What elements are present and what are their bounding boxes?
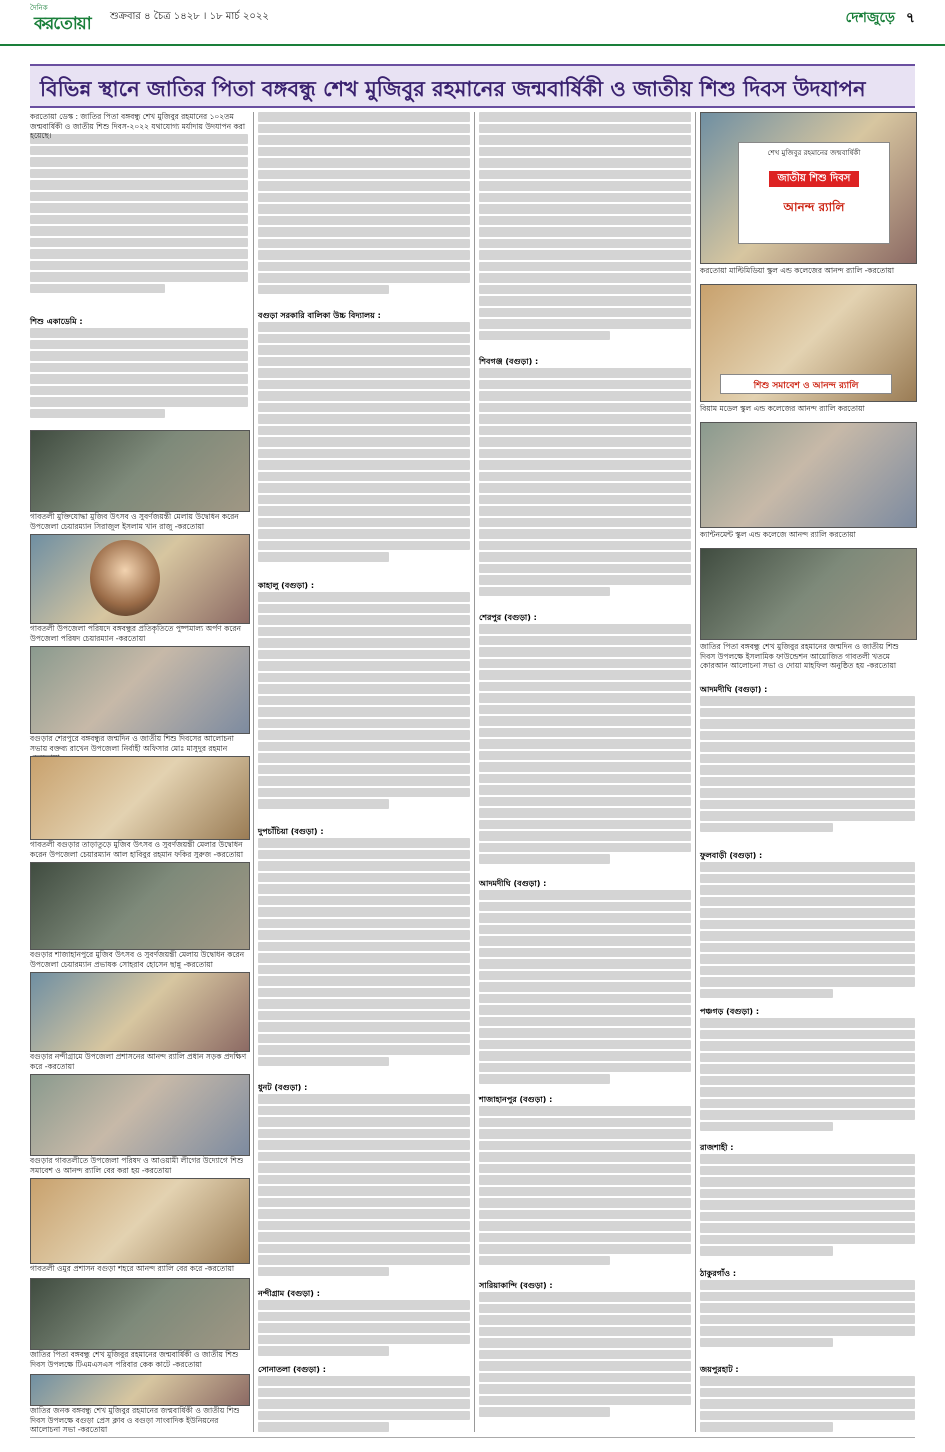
subhead: ধুনট (বগুড়া) : [258,1083,308,1092]
photo-caption: গাবতলী ওমুর প্রশাসন বগুড়া শহরে আনন্দ র‌্যালি বের করে -করতোয়া [30,1264,235,1273]
photo-caption: জাতির জনক বঙ্গবন্ধু শেখ মুজিবুর রহমানের জন্মবার্ষিকী ও জাতীয় শিশু দিবস উপলক্ষে বগুড়া প্রেস ক্লাব ও বগুড়া সাংবাদিক ইউনিয়নের আলোচনা সভা -করতোয়া [30,1406,240,1434]
news-photo [30,756,250,840]
column-divider [474,112,475,1432]
article-text [479,1106,691,1276]
subhead: নন্দীগ্রাম (বগুড়া) : [258,1289,320,1298]
subhead: সোনাতলা (বগুড়া) : [258,1365,326,1374]
subhead: পঞ্চগড় (বগুড়া) : [700,1007,760,1016]
photo-caption: গাবতলী মুক্তিযোদ্ধা মুজিব উৎসব ও সুবর্ণজয়ন্তী মেলায় উদ্বোধন করেন উপজেলা চেয়ারম্যান সিরাজুল ইসলাম খান রাজু -করতোয়া [30,512,239,531]
article-text [479,890,691,1090]
article-text [258,1376,470,1432]
subhead: ঠাকুরগাঁও : [700,1269,737,1278]
masthead [0,0,945,46]
column-divider [253,112,254,1432]
subhead: কাহালু (বগুড়া) : [258,581,315,590]
subhead: ফুলবাড়ী (বগুড়া) : [700,851,763,860]
news-photo [30,430,250,512]
photo-caption: বগুড়ার শেরপুরে বঙ্গবন্ধুর জন্মদিন ও জাতীয় শিশু দিবসের আলোচনা সভায় বক্তব্য রাখেন উপজেলা নির্বাহী অফিসার মোঃ মাসুদুর রহমান [30,734,234,753]
subhead: শেরপুর (বগুড়া) : [479,613,537,622]
subhead: শিশু একাডেমি : [30,317,83,326]
subhead: জয়পুরহাট : [700,1365,739,1374]
news-photo [30,862,250,950]
article-text [258,322,470,577]
news-photo [700,422,917,528]
banner-bottom-text: শিশু সমাবেশ ও আনন্দ র‌্যালি [753,381,859,391]
subhead: আদমদীঘি (বগুড়া) : [700,685,768,694]
event-banner [720,374,892,394]
news-photo [700,548,917,640]
article-text [479,1292,691,1432]
article-text [700,696,915,846]
news-photo [30,972,250,1052]
section-name: দেশজুড়ে [845,10,895,26]
column-3 [479,112,691,1432]
news-photo [30,646,250,734]
banner-title: শেখ মুজিবুর রহমানের জন্মবার্ষিকী [767,149,861,157]
lead-paragraph: করতোয়া ডেস্ক : জাতির পিতা বঙ্গবন্ধু শেখ মুজিবুর রহমানের ১০২তম জন্মবার্ষিকী ও জাতীয় শিশু দিবস-২০২২ যথাযোগ্য মর্যাদায় উদযাপন করা হয়েছে। [30,112,246,140]
subhead: আদমদীঘি (বগুড়া) : [479,879,547,888]
column-4 [700,112,915,1432]
column-1 [30,112,248,1432]
photo-caption: বগুড়ার নন্দীগ্রামে উপজেলা প্রশাসনের আনন্দ র‌্যালি প্রধান সড়ক প্রদক্ষিণ করে -করতোয়া [30,1052,247,1071]
article-text [258,1094,470,1284]
photo-caption: ক্যান্টনমেন্ট স্কুল এন্ড কলেজে আনন্দ র‌্যালি করতোয়া [700,530,856,539]
article-text [700,1154,915,1264]
news-photo [30,1278,250,1350]
subhead: বগুড়া সরকারি বালিকা উচ্চ বিদ্যালয় : [258,311,381,320]
subhead: শিবগঞ্জ (বগুড়া) : [479,357,539,366]
logo-big-text: করতোয়া [34,14,91,34]
article-text [258,838,470,1078]
banner-subtitle: জাতীয় শিশু দিবস [769,171,859,187]
page-headline: বিভিন্ন স্থানে জাতির পিতা বঙ্গবন্ধু শেখ মুজিবুর রহমানের জন্মবার্ষিকী ও জাতীয় শিশু দিবস উদযাপন [40,76,866,101]
newspaper-logo [30,2,94,34]
subhead: রাজশাহী : [700,1143,734,1152]
photo-caption: গাবতলী উপজেলা পরিষদে বঙ্গবন্ধুর প্রতিকৃতিতে পুষ্পমাল্য অর্পণ করেন উপজেলা পরিষদ চেয়ারম্যান -করতোয়া [30,624,241,643]
logo-small-text: দৈনিক [30,4,48,12]
photo-caption: গাবতলী বগুড়ার তাড়াতুড়ে মুজিব উৎসব ও সুবর্ণজয়ন্তী মেলার উদ্বোধন করেন উপজেলা চেয়ারম্যান আল হাবিবুর রহমান ফকির সুরুজ -করতোয়া [30,840,244,859]
headline-bar [30,64,915,108]
article-text [479,624,691,874]
article-text [700,1280,915,1360]
article-text [30,328,248,428]
page-number: ৭ [905,10,915,26]
bangabandhu-portrait [90,540,160,616]
page-footer-rule [30,1437,915,1438]
article-text [30,134,248,314]
column-divider [695,112,696,1432]
banner-rally: আনন্দ র‌্যালি [783,200,845,214]
news-photo [30,1074,250,1156]
article-text [258,112,470,307]
article-text [479,368,691,608]
subhead: শাজাহানপুর (বগুড়া) : [479,1095,553,1104]
dateline: শুক্রবার ৪ চৈত্র ১৪২৮ । ১৮ মার্চ ২০২২ [110,11,269,22]
photo-caption: বগুড়ার গাবতলীতে উপজেলা পরিষদ ও আওয়ামী লীগের উদ্যোগে শিশু সমাবেশ ও আনন্দ র‌্যালি বের করা হয় -করতোয়া [30,1156,244,1175]
article-text [258,592,470,822]
article-text [700,1018,915,1138]
news-photo [30,1178,250,1264]
photo-caption: করতোয়া মাল্টিমিডিয়া স্কুল এন্ড কলেজের আনন্দ র‌্যালি -করতোয়া [700,266,895,275]
photo-caption: জাতির পিতা বঙ্গবন্ধু শেখ মুজিবুর রহমানের জন্মদিন ও জাতীয় শিশু দিবস উপলক্ষে ইসলামিক ফাউন্ডেশন আয়োজিত গাবতলী খতমে কোরআন আলোচনা সভা ও দোয়া মাহফিল অনুষ্ঠিত হয় -করতোয়া [700,642,899,670]
photo-caption: বিয়াম মডেল স্কুল এন্ড কলেজের আনন্দ র‌্যালি করতোয়া [700,404,865,413]
article-text [700,1376,915,1432]
article-text [479,112,691,352]
photo-caption: বগুড়ার শাজাহানপুরে মুজিব উৎসব ও সুবর্ণজয়ন্তী মেলায় উদ্বোধন করেন উপজেলা চেয়ারম্যান প্রভাষক সোহরাব হোসেন ছান্নু -করতোয়া [30,950,245,969]
article-text [700,862,915,1002]
subhead: সারিয়াকান্দি (বগুড়া) : [479,1281,553,1290]
news-photo [30,1374,250,1406]
article-text [258,1300,470,1360]
subhead: দুপচাঁচিয়া (বগুড়া) : [258,827,324,836]
photo-caption: জাতির পিতা বঙ্গবন্ধু শেখ মুজিবুর রহমানের জন্মবার্ষিকী ও জাতীয় শিশু দিবস উপলক্ষে টিএমএসএস পরিবার কেক কাটে -করতোয়া [30,1350,239,1369]
column-2 [258,112,470,1432]
event-banner [738,142,890,244]
